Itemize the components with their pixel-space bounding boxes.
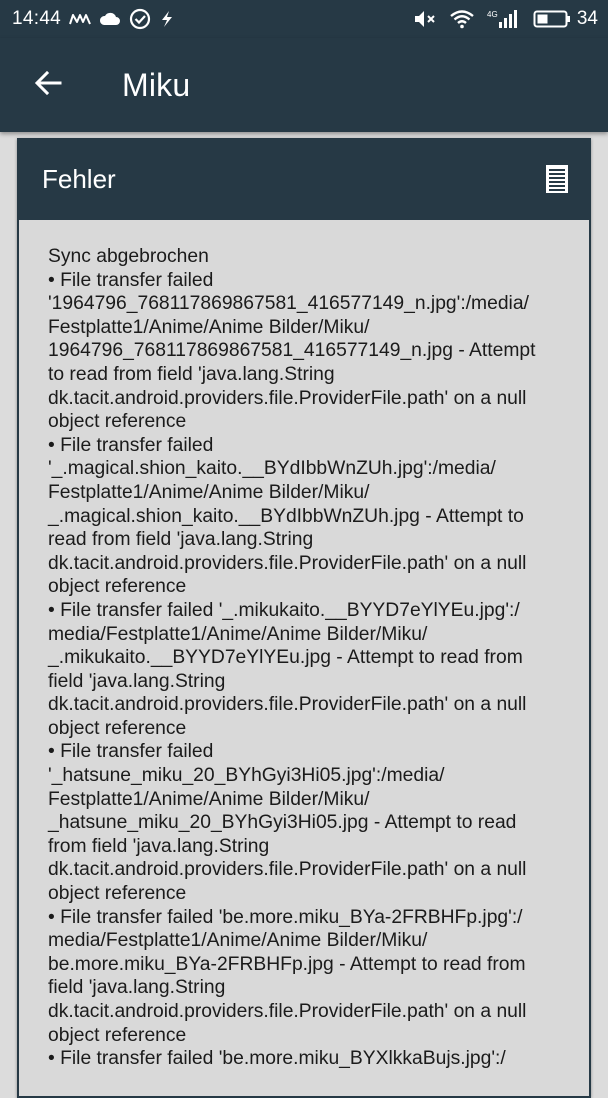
error-log-line: 1964796_768117869867581_416577149_n.jpg - Attempt — [48, 340, 536, 362]
flash-icon — [159, 10, 175, 28]
error-log-line: dk.tacit.android.providers.file.ProviderFile.path' on a null — [48, 694, 527, 716]
app-bar — [0, 38, 608, 132]
error-log-line: media/Festplatte1/Anime/Anime Bilder/Miku/ — [48, 930, 428, 952]
error-log-line: be.more.miku_BYa-2FRBHFp.jpg - Attempt to read from — [48, 953, 526, 975]
error-log-line: dk.tacit.android.providers.file.ProviderFile.path' on a null — [48, 552, 527, 574]
error-log-line: Festplatte1/Anime/Anime Bilder/Miku/ — [48, 316, 370, 338]
check-circle-icon — [129, 8, 151, 30]
error-log-line: field 'java.lang.String — [48, 977, 226, 999]
status-time: 14:44 — [12, 8, 62, 29]
error-log-line: dk.tacit.android.providers.file.ProviderFile.path' on a null — [48, 387, 527, 409]
error-log-line: from field 'java.lang.String — [48, 835, 270, 857]
signal-icon — [487, 8, 521, 30]
error-log-line: Sync abgebrochen — [48, 246, 209, 267]
error-log-line: object reference — [48, 576, 187, 598]
error-log-line: _.mikukaito.__BYYD7eYlYEu.jpg - Attempt to read from — [48, 647, 523, 669]
error-card-header — [19, 138, 589, 220]
error-log-line: '1964796_768117869867581_416577149_n.jpg':/media/ — [48, 293, 529, 315]
m-notification-icon — [69, 12, 91, 26]
error-log-line: • File transfer failed 'be.more.miku_BYa-2FRBHFp.jpg':/ — [48, 906, 523, 928]
mute-icon — [413, 9, 437, 29]
document-list-icon[interactable] — [545, 164, 569, 194]
error-log-line: _.magical.shion_kaito.__BYdIbbWnZUh.jpg - Attempt to — [48, 505, 524, 527]
error-log-line: field 'java.lang.String — [48, 670, 226, 692]
network-type-label: 4G — [486, 10, 498, 19]
status-bar-right — [413, 8, 598, 30]
error-log-line: • File transfer failed — [48, 741, 214, 763]
error-log-line: object reference — [48, 883, 187, 905]
page-title: Miku — [122, 66, 191, 103]
wifi-icon — [449, 9, 475, 29]
error-log-line: dk.tacit.android.providers.file.ProviderFile.path' on a null — [48, 859, 527, 881]
error-log-line: to read from field 'java.lang.String — [48, 363, 335, 385]
error-log-line: Festplatte1/Anime/Anime Bilder/Miku/ — [48, 788, 370, 810]
error-log-line: • File transfer failed 'be.more.miku_BYXlkkaBujs.jpg':/ — [48, 1048, 506, 1070]
status-bar — [0, 0, 608, 38]
arrow-left-icon — [33, 68, 63, 103]
error-log-line: media/Festplatte1/Anime/Anime Bilder/Miku/ — [48, 623, 428, 645]
error-log-line: • File transfer failed '_.mikukaito.__BYYD7eYlYEu.jpg':/ — [48, 599, 520, 621]
error-log-line: dk.tacit.android.providers.file.ProviderFile.path' on a null — [48, 1001, 527, 1022]
error-log-text — [19, 220, 589, 1071]
error-log-line: object reference — [48, 717, 187, 739]
battery-percentage: 34 — [576, 8, 598, 29]
cloud-icon — [99, 11, 121, 27]
error-log-line: '_hatsune_miku_20_BYhGyi3Hi05.jpg':/media/ — [48, 765, 445, 787]
error-log-line: • File transfer failed — [48, 434, 214, 456]
error-log-line: '_.magical.shion_kaito.__BYdIbbWnZUh.jpg':/media/ — [48, 458, 496, 480]
error-log-line: _hatsune_miku_20_BYhGyi3Hi05.jpg - Attempt to read — [48, 812, 517, 834]
error-log-line: object reference — [48, 1024, 187, 1046]
back-button[interactable] — [28, 65, 68, 105]
status-bar-left — [12, 8, 175, 30]
error-log-line: Festplatte1/Anime/Anime Bilder/Miku/ — [48, 481, 370, 503]
error-log-line: read from field 'java.lang.String — [48, 529, 314, 551]
error-log-line: object reference — [48, 411, 187, 433]
error-log-line: • File transfer failed — [48, 269, 214, 291]
error-card-title: Fehler — [42, 163, 116, 194]
battery-icon — [533, 9, 571, 29]
error-card — [17, 138, 591, 1098]
